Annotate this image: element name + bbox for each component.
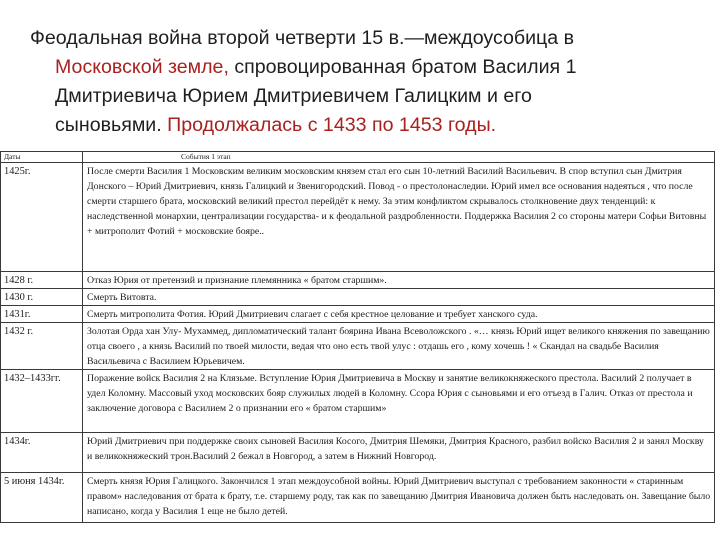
row-date: 1432 г. <box>1 323 83 370</box>
row-event: Юрий Дмитриевич при поддержке своих сыновей Василия Косого, Дмитрия Шемяки, Дмитрия Красного, разбил войско Василия 2 и занял Москву и великокняжеский трон.Василий 2 бежал в Новгород, а затем в Нижний Новгород. <box>83 433 715 473</box>
table-row <box>1 306 715 323</box>
table-row <box>1 323 715 370</box>
title-text-1: Феодальная война второй четверти 15 в.—междоусобица в <box>30 27 575 49</box>
row-event: Смерть Витовта. <box>83 289 715 306</box>
header-date: Даты <box>1 152 83 163</box>
table-row <box>1 473 715 523</box>
title-highlight-moscow-land: Московской земле, <box>55 56 229 78</box>
row-date: 1428 г. <box>1 272 83 289</box>
title-line-3 <box>30 82 690 111</box>
row-date: 5 июня 1434г. <box>1 473 83 523</box>
row-event: Поражение войск Василия 2 на Клязьме. Вступление Юрия Дмитриевича в Москву и занятие великокняжеского престола. Василий 2 получает в удел Коломну. Массовый уход московских бояр служилых людей в Коломну. Ссора Юрия с сыновьями и его отъезд в Галич. Отказ от престола и заключение договора с Василием 2 о признании его « братом старшим» <box>83 370 715 433</box>
header-event-label: События 1 этап <box>181 152 231 161</box>
title-text-4: сыновьями. <box>55 114 162 136</box>
row-event: Смерть митрополита Фотия. Юрий Дмитриевич слагает с себя крестное целование и требует ханского суда. <box>83 306 715 323</box>
row-event: Смерть князя Юрия Галицкого. Закончился 1 этап междоусобной войны. Юрий Дмитриевич выступал с требованием законности « старинным правом» наследования от брата к брату, т.е. старшему роду, так как по завещанию Дмитрия Ивановича должен быть наследовать он. Завещание было написано, когда у Василия 1 еще не было детей. <box>83 473 715 523</box>
row-event: Золотая Орда хан Улу- Мухаммед, дипломатический талант боярина Ивана Всеволожского . «… князь Юрий ищет великого княжения по завещанию отца своего , а князь Василий по твоей милости, ведая что оно есть твой улус : отдашь его , кому хочешь ! « Скандал на свадьбе Василия Васильевича с Василием Юрьевичем. <box>83 323 715 370</box>
slide-title <box>30 24 690 140</box>
row-event: Отказ Юрия от претензий и признание племянника « братом старшим». <box>83 272 715 289</box>
row-date: 1430 г. <box>1 289 83 306</box>
table-row <box>1 433 715 473</box>
row-event: После смерти Василия 1 Московским великим московским князем стал его сын 10-летний Василий Васильевич. В спор вступил сын Дмитрия Донского – Юрий Дмитриевич, князь Галицкий и Звенигородский. Повод - о престолонаследии. Юрий имел все основания надеяться , что после смерти старшего брата, московский великий престол перейдёт к нему. За этим конфликтом скрывалось столкновение двух тенденций: к наследственной монархии, централизации государства- и к феодальной раздробленности. Поддержка Василия 2 со стороны матери Софьи Витовны + митрополит Фотий + московские бояре.. <box>83 163 715 272</box>
table-row <box>1 289 715 306</box>
row-date: 1432–1433гг. <box>1 370 83 433</box>
title-line-1 <box>30 24 690 53</box>
title-text-3: Дмитриевича Юрием Дмитриевичем Галицким и его <box>55 85 532 107</box>
events-table <box>0 151 715 523</box>
table-row <box>1 163 715 272</box>
title-line-2 <box>30 53 690 82</box>
header-event <box>83 152 715 163</box>
row-date: 1425г. <box>1 163 83 272</box>
table-row <box>1 272 715 289</box>
table-row <box>1 370 715 433</box>
row-date: 1434г. <box>1 433 83 473</box>
table-header-row <box>1 152 715 163</box>
title-highlight-duration: Продолжалась с 1433 по 1453 годы. <box>161 114 497 136</box>
row-date: 1431г. <box>1 306 83 323</box>
title-line-4 <box>30 111 690 140</box>
title-text-2: спровоцированная братом Василия 1 <box>228 56 577 78</box>
